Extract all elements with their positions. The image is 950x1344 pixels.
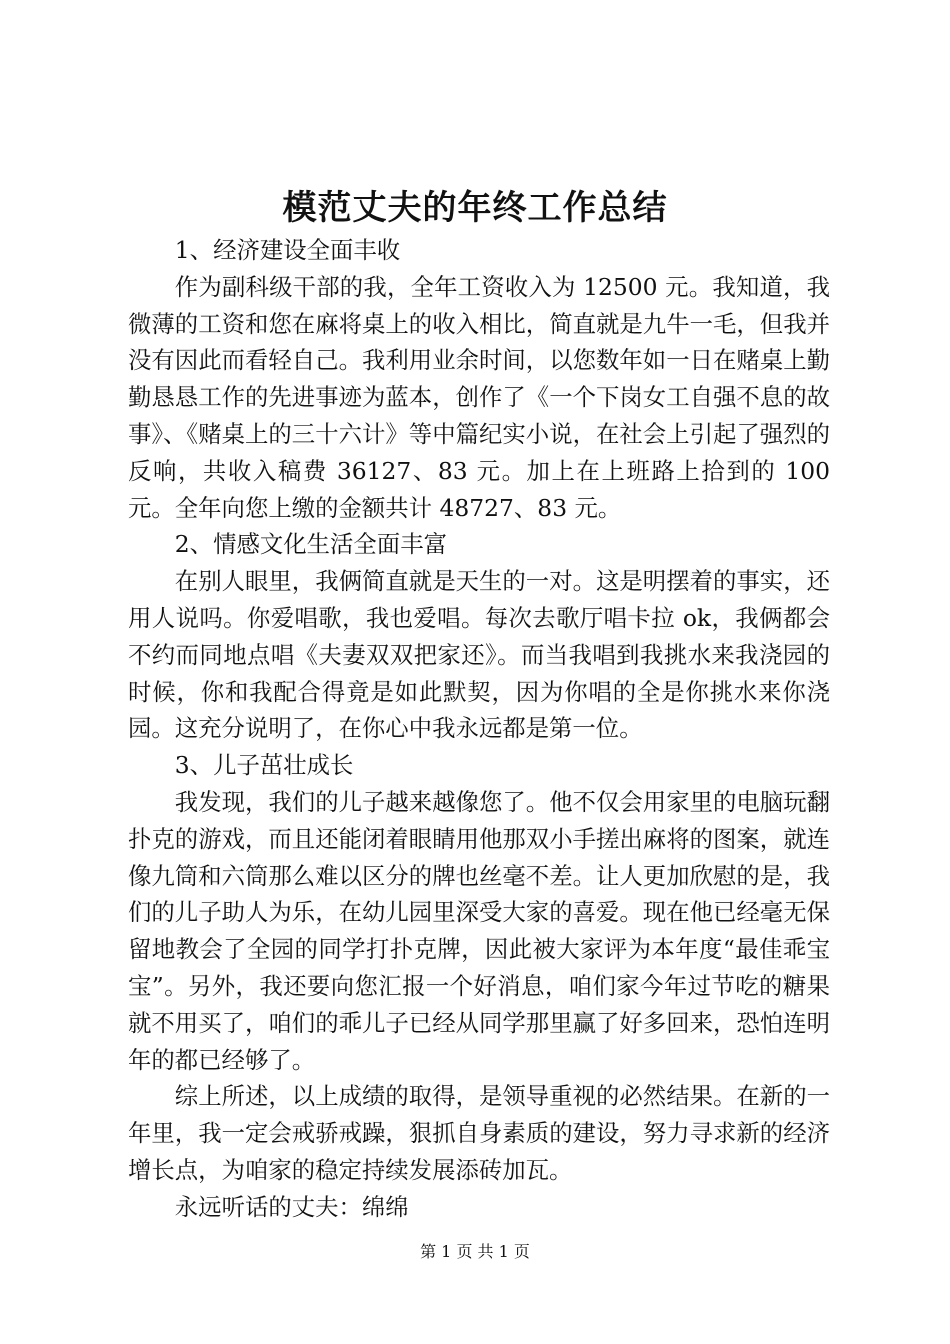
document-body xyxy=(128,232,830,1226)
signature-line: 永远听话的丈夫：绵绵 xyxy=(174,1192,409,1221)
section-body-emotion: 在别人眼里，我俩简直就是天生的一对。这是明摆着的事实，还用人说吗。你爱唱歌，我也爱唱。每次去歌厅唱卡拉 ok，我俩都会不约而同地点唱《夫妻双双把家还》。而当我唱到我挑水来我浇园的时候，你和我配合得竟是如此默契，因为你唱的全是你挑水来你浇园。这充分说明了，在你心中我永远都是第一位。 xyxy=(128,567,830,743)
section-body-economy: 作为副科级干部的我，全年工资收入为 12500 元。我知道，我微薄的工资和您在麻将桌上的收入相比，简直就是九牛一毛，但我并没有因此而看轻自己。我利用业余时间，以您数年如一日在赌桌上勤勤恳恳工作的先进事迹为蓝本，创作了《一个下岗女工自强不息的故事》、《赌桌上的三十六计》等中篇纪实小说，在社会上引起了强烈的反响，共收入稿费 36127、83 元。加上在上班路上拾到的 100 元。全年向您上缴的金额共计 48727、83 元。 xyxy=(128,272,830,522)
page-footer: 第 1 页 共 1 页 xyxy=(420,1242,530,1261)
conclusion-paragraph: 综上所述，以上成绩的取得，是领导重视的必然结果。在新的一年里，我一定会戒骄戒躁，狠抓自身素质的建设，努力寻求新的经济增长点，为咱家的稳定持续发展添砖加瓦。 xyxy=(128,1082,830,1184)
section-body-son: 我发现，我们的儿子越来越像您了。他不仅会用家里的电脑玩翻扑克的游戏，而且还能闭着眼睛用他那双小手搓出麻将的图案，就连像九筒和六筒那么难以区分的牌也丝毫不差。让人更加欣慰的是，我们的儿子助人为乐，在幼儿园里深受大家的喜爱。现在他已经毫无保留地教会了全园的同学打扑克牌，因此被大家评为本年度“最佳乖宝宝”。另外，我还要向您汇报一个好消息，咱们家今年过节吃的糖果就不用买了，咱们的乖儿子已经从同学那里赢了好多回来，恐怕连明年的都已经够了。 xyxy=(128,787,830,1074)
section-heading-emotion: 2、情感文化生活全面丰富 xyxy=(174,530,447,559)
document-title: 模范丈夫的年终工作总结 xyxy=(282,188,668,228)
section-heading-economy: 1、经济建设全面丰收 xyxy=(174,236,401,264)
section-heading-son: 3、儿子茁壮成长 xyxy=(174,751,354,780)
